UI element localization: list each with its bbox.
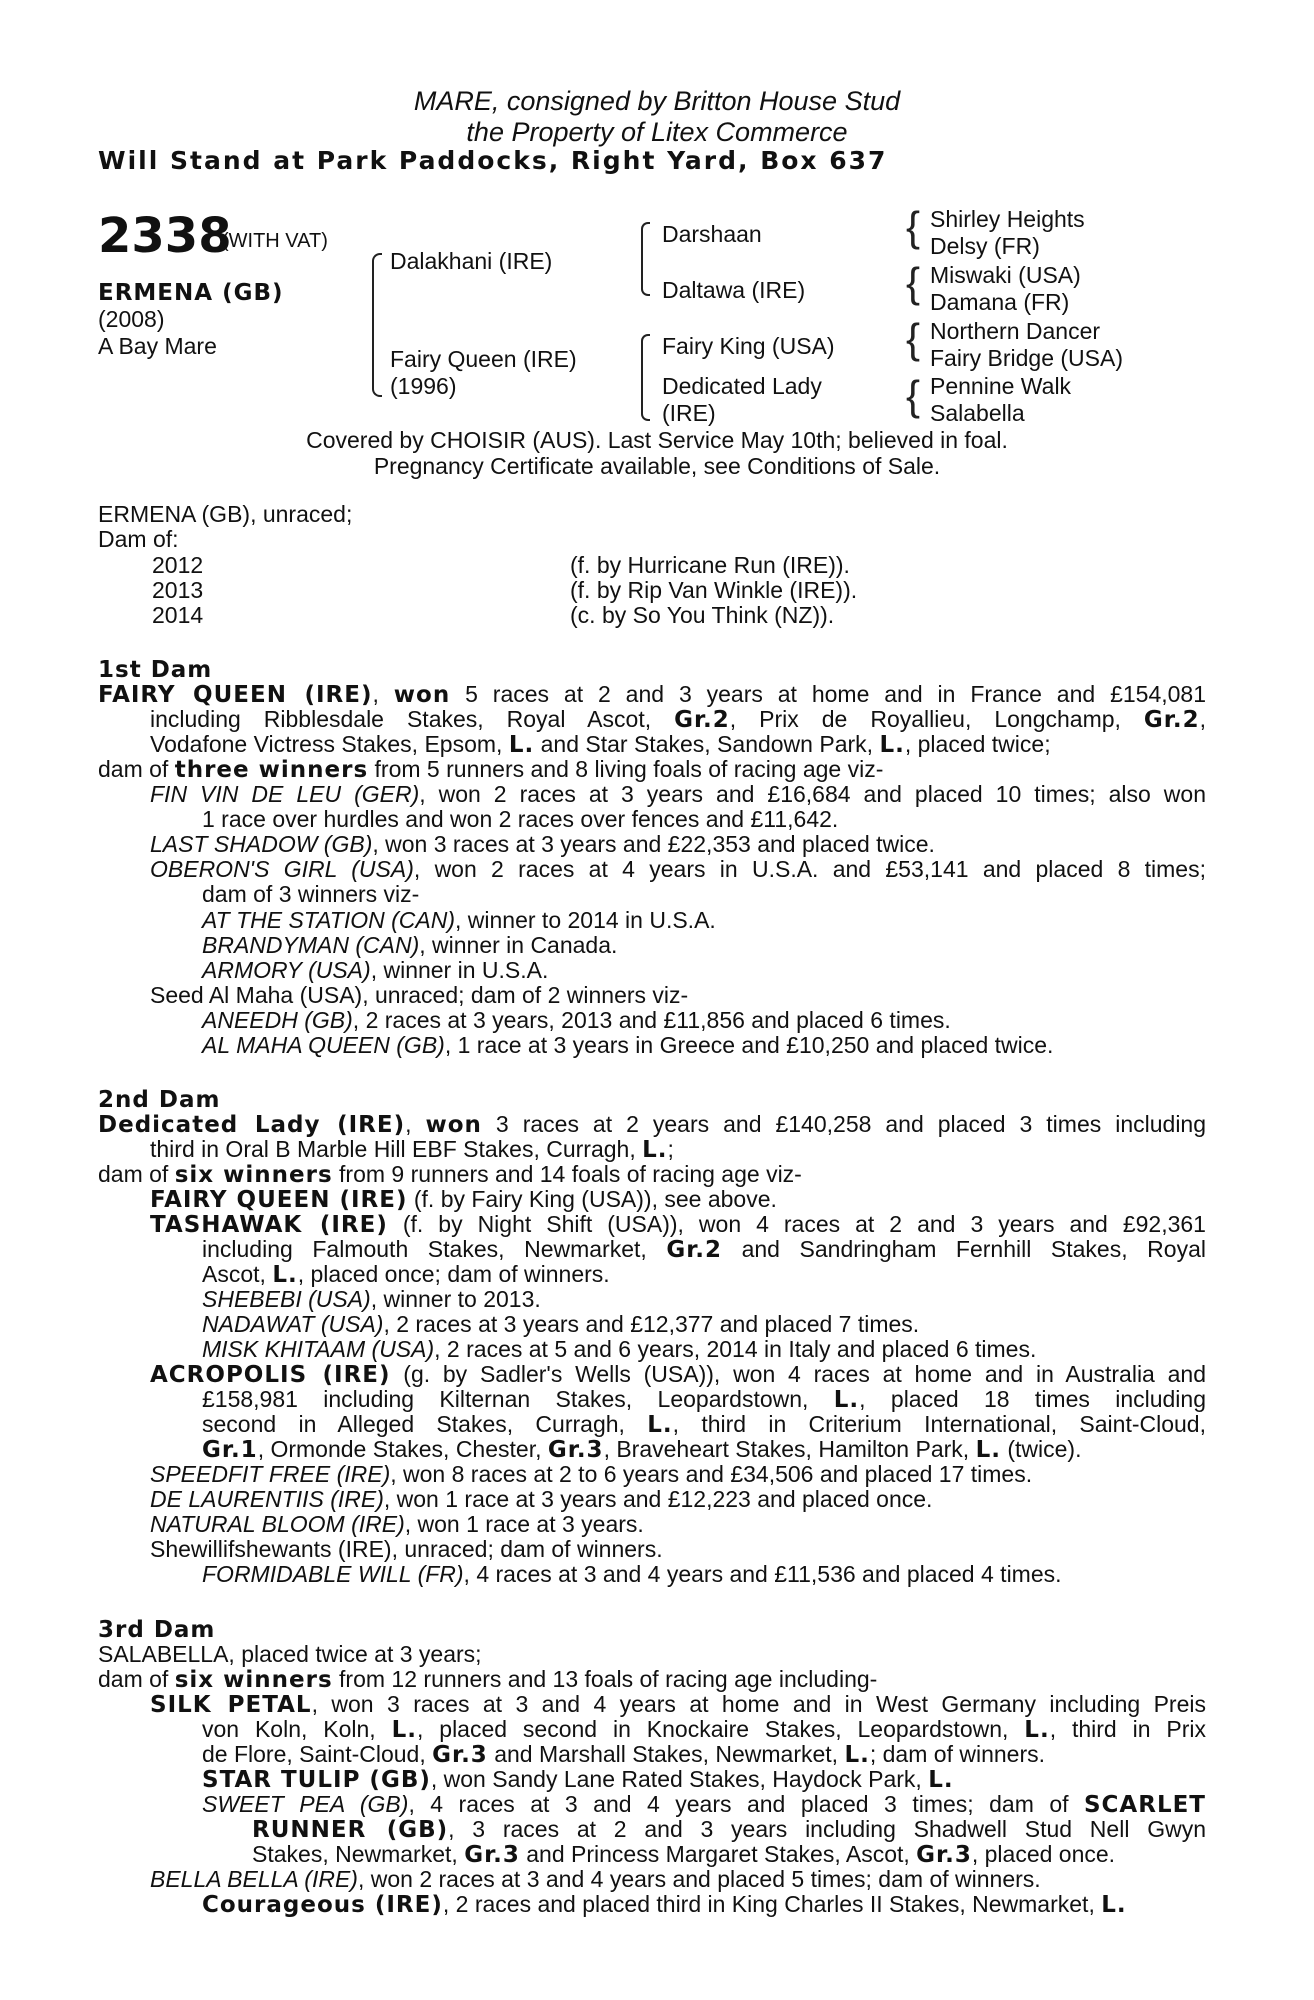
- pedigree-gg-3: Miswaki (USA): [930, 262, 1081, 288]
- third-dam-line: Courageous (IRE), 2 races and placed third in King Charles II Stakes, Newmarket, L.: [202, 1891, 1127, 1918]
- produce-damof: Dam of:: [98, 526, 179, 552]
- pedigree-dam-sire: Fairy King (USA): [662, 333, 835, 359]
- pedigree-gg-7: Pennine Walk: [930, 373, 1072, 399]
- third-dam-heading: 3rd Dam: [98, 1617, 216, 1643]
- pedigree-dam: Fairy Queen (IRE): [390, 346, 577, 372]
- pedigree-curly-4: {: [906, 372, 921, 419]
- produce-text: (f. by Rip Van Winkle (IRE)).: [570, 577, 858, 603]
- first-dam-line: AL MAHA QUEEN (GB), 1 race at 3 years in Greece and £10,250 and placed twice.: [202, 1032, 1054, 1058]
- third-dam-line: STAR TULIP (GB), won Sandy Lane Rated Stakes, Haydock Park, L.: [202, 1766, 954, 1793]
- first-dam-line: FIN VIN DE LEU (GER), won 2 races at 3 years and £16,684 and placed 10 times; also won: [150, 781, 1206, 807]
- second-dam-line: Ascot, L., placed once; dam of winners.: [202, 1261, 610, 1288]
- produce-text: (f. by Hurricane Run (IRE)).: [570, 552, 850, 578]
- produce-year: 2013: [152, 577, 204, 603]
- second-dam-line: dam of six winners from 9 runners and 14 foals of racing age viz-: [98, 1161, 802, 1188]
- vat-note: (WITH VAT): [222, 230, 328, 252]
- third-dam-line: Stakes, Newmarket, Gr.3 and Princess Margaret Stakes, Ascot, Gr.3, placed once.: [252, 1841, 1116, 1868]
- second-dam-heading: 2nd Dam: [98, 1087, 221, 1113]
- property-line: the Property of Litex Commerce: [466, 117, 848, 147]
- second-dam-line: third in Oral B Marble Hill EBF Stakes, Curragh, L.;: [150, 1136, 674, 1163]
- first-dam-line: 1 race over hurdles and won 2 races over fences and £11,642.: [202, 806, 839, 832]
- second-dam-line: NADAWAT (USA), 2 races at 3 years and £12,377 and placed 7 times.: [202, 1311, 920, 1337]
- pedigree-gg-1: Shirley Heights: [930, 206, 1085, 232]
- third-dam-line: SALABELLA, placed twice at 3 years;: [98, 1641, 482, 1667]
- second-dam-line: DE LAURENTIIS (IRE), won 1 race at 3 years and £12,223 and placed once.: [150, 1486, 933, 1512]
- pedigree-gg-8: Salabella: [930, 400, 1025, 426]
- horse-description: A Bay Mare: [98, 333, 217, 359]
- pedigree-bracket-dam: [641, 334, 650, 421]
- horse-year: (2008): [98, 306, 165, 332]
- second-dam-line: SHEBEBI (USA), winner to 2013.: [202, 1286, 541, 1312]
- first-dam-line: FAIRY QUEEN (IRE), won 5 races at 2 and 3 years at home and in France and £154,081: [98, 681, 1206, 708]
- first-dam-line: dam of 3 winners viz-: [202, 881, 420, 907]
- produce-text: (c. by So You Think (NZ)).: [570, 602, 835, 628]
- pedigree-gg-6: Fairy Bridge (USA): [930, 345, 1123, 371]
- second-dam-line: including Falmouth Stakes, Newmarket, Gr.2 and Sandringham Fernhill Stakes, Royal: [202, 1236, 1206, 1263]
- first-dam-line: dam of three winners from 5 runners and 8 living foals of racing age viz-: [98, 756, 884, 783]
- third-dam-line: von Koln, Koln, L., placed second in Knockaire Stakes, Leopardstown, L., third in Prix: [202, 1716, 1206, 1743]
- stand-location-line: Will Stand at Park Paddocks, Right Yard, Box 637: [98, 146, 888, 175]
- pedigree-gg-5: Northern Dancer: [930, 318, 1101, 344]
- consignor-line: MARE, consigned by Britton House Stud: [413, 86, 901, 116]
- first-dam-heading: 1st Dam: [98, 657, 213, 683]
- pedigree-gg-4: Damana (FR): [930, 289, 1070, 315]
- second-dam-line: Dedicated Lady (IRE), won 3 races at 2 years and £140,258 and placed 3 times including: [98, 1111, 1207, 1138]
- produce-intro: ERMENA (GB), unraced;: [98, 501, 353, 527]
- second-dam-line: TASHAWAK (IRE) (f. by Night Shift (USA)), won 4 races at 2 and 3 years and £92,361: [150, 1211, 1206, 1238]
- first-dam-line: LAST SHADOW (GB), won 3 races at 3 years and £22,353 and placed twice.: [150, 831, 935, 857]
- pedigree-bracket-gen1: [372, 253, 382, 397]
- third-dam-line: SWEET PEA (GB), 4 races at 3 and 4 years and placed 3 times; dam of SCARLET: [202, 1791, 1206, 1818]
- produce-year: 2014: [152, 602, 204, 628]
- second-dam-line: ACROPOLIS (IRE) (g. by Sadler's Wells (USA)), won 4 races at home and in Australia and: [150, 1361, 1206, 1388]
- first-dam-line: Seed Al Maha (USA), unraced; dam of 2 winners viz-: [150, 982, 689, 1008]
- second-dam-line: FORMIDABLE WILL (FR), 4 races at 3 and 4 years and £11,536 and placed 4 times.: [202, 1561, 1062, 1587]
- first-dam-line: AT THE STATION (CAN), winner to 2014 in U.S.A.: [202, 907, 716, 933]
- produce-year: 2012: [152, 552, 204, 578]
- pedigree-gg-2: Delsy (FR): [930, 233, 1040, 259]
- third-dam-line: BELLA BELLA (IRE), won 2 races at 3 and 4 years and placed 5 times; dam of winners.: [150, 1866, 1041, 1892]
- third-dam-line: RUNNER (GB), 3 races at 2 and 3 years including Shadwell Stud Nell Gwyn: [252, 1816, 1206, 1843]
- pedigree-dam-dam: Dedicated Lady: [662, 373, 822, 399]
- third-dam-line: SILK PETAL, won 3 races at 3 and 4 years at home and in West Germany including Preis: [150, 1691, 1206, 1718]
- covered-line: Covered by CHOISIR (AUS). Last Service May 10th; believed in foal.: [306, 427, 1008, 453]
- second-dam-line: Gr.1, Ormonde Stakes, Chester, Gr.3, Braveheart Stakes, Hamilton Park, L. (twice).: [202, 1436, 1082, 1463]
- third-dam-line: de Flore, Saint-Cloud, Gr.3 and Marshall Stakes, Newmarket, L.; dam of winners.: [202, 1741, 1045, 1768]
- pedigree-dam-year: (1996): [390, 373, 457, 399]
- second-dam-line: FAIRY QUEEN (IRE) (f. by Fairy King (USA)), see above.: [150, 1186, 777, 1213]
- first-dam-line: BRANDYMAN (CAN), winner in Canada.: [202, 932, 618, 958]
- first-dam-line: Vodafone Victress Stakes, Epsom, L. and Star Stakes, Sandown Park, L., placed twice;: [150, 731, 1051, 758]
- second-dam-line: SPEEDFIT FREE (IRE), won 8 races at 2 to 6 years and £34,506 and placed 17 times.: [150, 1461, 1033, 1487]
- second-dam-line: second in Alleged Stakes, Curragh, L., third in Criterium International, Saint-Cloud,: [202, 1411, 1206, 1438]
- pedigree-bracket-sire: [641, 222, 650, 296]
- pedigree-sire-dam: Daltawa (IRE): [662, 277, 806, 303]
- pedigree-dam-dam-country: (IRE): [662, 400, 716, 426]
- third-dam-line: dam of six winners from 12 runners and 13 foals of racing age including-: [98, 1666, 878, 1693]
- pedigree-curly-1: {: [906, 203, 921, 250]
- pregnancy-line: Pregnancy Certificate available, see Conditions of Sale.: [373, 453, 941, 479]
- pedigree-sire-sire: Darshaan: [662, 221, 762, 247]
- pedigree-curly-3: {: [906, 315, 921, 362]
- first-dam-line: ARMORY (USA), winner in U.S.A.: [202, 957, 549, 983]
- lot-number: 2338: [98, 208, 232, 264]
- second-dam-line: £158,981 including Kilternan Stakes, Leopardstown, L., placed 18 times including: [202, 1386, 1206, 1413]
- horse-name: ERMENA (GB): [98, 280, 284, 306]
- second-dam-line: MISK KHITAAM (USA), 2 races at 5 and 6 years, 2014 in Italy and placed 6 times.: [202, 1336, 1037, 1362]
- second-dam-line: Shewillifshewants (IRE), unraced; dam of winners.: [150, 1536, 663, 1562]
- first-dam-line: OBERON'S GIRL (USA), won 2 races at 4 years in U.S.A. and £53,141 and placed 8 times;: [150, 856, 1206, 882]
- pedigree-sire: Dalakhani (IRE): [390, 248, 553, 274]
- pedigree-curly-2: {: [906, 259, 921, 306]
- second-dam-line: NATURAL BLOOM (IRE), won 1 race at 3 years.: [150, 1511, 644, 1537]
- first-dam-line: ANEEDH (GB), 2 races at 3 years, 2013 and £11,856 and placed 6 times.: [202, 1007, 951, 1033]
- first-dam-line: including Ribblesdale Stakes, Royal Ascot, Gr.2, Prix de Royallieu, Longchamp, Gr.2,: [150, 706, 1206, 733]
